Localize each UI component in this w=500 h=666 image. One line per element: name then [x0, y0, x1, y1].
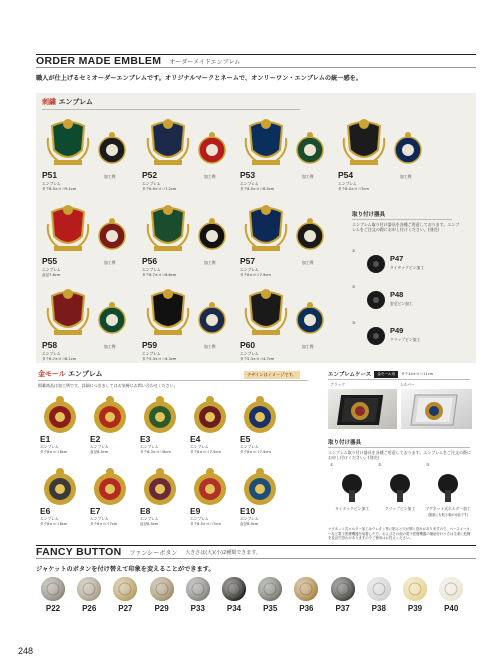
gold-kind: エンブレム — [240, 444, 259, 449]
emblem-kind: エンブレム — [42, 267, 61, 272]
embroidery-heading: 刺繍 エンブレム — [42, 98, 93, 106]
fancy-button-item — [400, 576, 430, 616]
case-black-label: ブラック — [330, 382, 346, 387]
gold-kind: エンブレム — [240, 516, 259, 521]
gold-note: 掲載商品は加工例です。詳細につきましてはお気軽にお問い合わせください。 — [38, 383, 178, 388]
mounting2-sub: (裏面にも貼る事が可能です) — [427, 513, 469, 517]
gold-emblem-item — [238, 396, 288, 466]
gold-code: E8 — [140, 506, 151, 516]
design-tag: デザインはイメージです。 — [244, 371, 300, 379]
button-image — [400, 576, 430, 602]
gold-kind: エンブレム — [190, 444, 209, 449]
emblem-size: 直径7.6cm — [42, 273, 61, 277]
emblem-image — [142, 204, 238, 256]
sample-label: 加工例 — [204, 260, 216, 265]
gold-emblem-image — [88, 396, 132, 434]
gold-emblem-item — [188, 468, 238, 538]
emblem-code: P57 — [240, 256, 256, 266]
gold-size: タテ8.3×ヨコ8cm — [140, 450, 171, 454]
heading-rule — [42, 109, 300, 110]
buttons-intro: ジャケットのボタンを付け替えて印象を変えることができます。 — [36, 566, 215, 573]
button-code: P22 — [45, 604, 61, 613]
mounting2-item — [328, 462, 376, 522]
gold-emblem-image — [238, 396, 282, 434]
emblem-size: タテ5.3×ヨコ4.7cm — [240, 357, 275, 361]
gold-size: 直径8.5cm — [140, 522, 159, 526]
mounting-label: 安全ピン加工 — [390, 301, 413, 306]
gold-emblem-image — [38, 468, 82, 506]
mounting-num: ② — [352, 284, 356, 289]
emblem-image — [240, 118, 336, 170]
emblem-code: P60 — [240, 340, 256, 350]
emblem-size: タテ8.7×ヨコ6.6cm — [142, 273, 177, 277]
button-image — [147, 576, 177, 602]
sample-label: 加工例 — [104, 174, 116, 179]
emblem-size: タテ5.3×ヨコ4.3cm — [142, 357, 177, 361]
button-code: P39 — [407, 604, 423, 613]
gold-kind: エンブレム — [40, 444, 59, 449]
mounting2-label: クリップピン加工 — [384, 506, 416, 511]
pin-icon — [364, 288, 388, 312]
case-photos — [328, 389, 472, 429]
emblem-kind: エンブレム — [142, 267, 161, 272]
gold-emblem-image — [188, 468, 232, 506]
gold-emblem-item — [138, 396, 188, 466]
case-silver-label: シルバー — [400, 382, 415, 387]
gold-size: 直径8.5cm — [240, 522, 259, 526]
gold-size: 直径8.5cm — [90, 450, 109, 454]
section-header-emblem — [36, 54, 476, 68]
button-code: P36 — [299, 604, 314, 613]
emblem-image — [42, 204, 138, 256]
mounting-code: P48 — [390, 290, 404, 299]
fancy-button-item — [74, 576, 104, 616]
fancy-button-item — [183, 576, 213, 616]
emblem-item — [338, 118, 434, 198]
fancy-button-item — [38, 576, 68, 616]
gold-size: タテ8×ヨコ7.5cm — [240, 450, 271, 454]
fancy-button-item — [291, 576, 321, 616]
mounting-title: 取り付け器具 — [352, 212, 386, 218]
mounting-note: エンブレム取り付け器具を各種ご用意しております。エンブレムをご注文の際にお申し付けください。(別売) — [352, 222, 460, 233]
mounting-item — [352, 320, 472, 352]
emblem-kind: エンブレム — [338, 181, 357, 186]
emblem-image — [142, 288, 238, 340]
mounting2-num: ① — [330, 462, 334, 467]
emblem-code: P56 — [142, 256, 158, 266]
intro-text: 職人が仕上げるセミオーダーエンブレムです。オリジナルマークとネームで、オンリーワン・エンブレムの統一感を。 — [36, 75, 363, 82]
mounting-code: P49 — [390, 326, 404, 335]
mounting2-rule — [328, 447, 470, 448]
gold-heading: 金モール エンブレム — [38, 370, 103, 378]
mounting-code: P47 — [390, 254, 404, 263]
emblem-image — [42, 118, 138, 170]
gold-kind: エンブレム — [140, 444, 159, 449]
mounting2-label: マグネット式ホルダー加工 — [425, 506, 471, 511]
button-image — [219, 576, 249, 602]
button-code: P26 — [82, 604, 97, 613]
pin-icon — [364, 252, 388, 276]
button-image — [291, 576, 321, 602]
gold-kind: エンブレム — [140, 516, 159, 521]
gold-emblem-item — [38, 396, 88, 466]
case-rule — [328, 379, 470, 380]
sample-label: 加工例 — [302, 260, 314, 265]
emblem-image — [240, 204, 336, 256]
emblem-size: タテ6.7×ヨコ8.1cm — [42, 357, 77, 361]
emblem-code: P55 — [42, 256, 58, 266]
gold-emblem-item — [188, 396, 238, 466]
gold-size: タテ8×ヨコ7.5cm — [190, 450, 221, 454]
emblem-code: P52 — [142, 170, 158, 180]
gold-size: タテ8×ヨコ8cm — [40, 522, 68, 526]
emblem-item — [42, 288, 138, 368]
gold-kind: エンブレム — [90, 444, 109, 449]
emblem-kind: エンブレム — [240, 267, 259, 272]
emblem-size: タテ8×ヨコ7.9cm — [240, 273, 271, 277]
emblem-image — [240, 288, 336, 340]
button-image — [436, 576, 466, 602]
gold-kind: エンブレム — [90, 516, 109, 521]
button-code: P40 — [444, 604, 459, 613]
gold-emblem-item — [88, 396, 138, 466]
fancy-button-item — [328, 576, 358, 616]
button-code: P33 — [190, 604, 205, 613]
mounting2-num: ③ — [426, 462, 430, 467]
gold-code: E3 — [140, 434, 151, 444]
emblem-kind: エンブレム — [42, 181, 61, 186]
emblem-kind: エンブレム — [240, 181, 259, 186]
emblem-item — [240, 118, 336, 198]
emblem-code: P54 — [338, 170, 354, 180]
gold-code: E7 — [90, 506, 101, 516]
fancy-button-item — [364, 576, 394, 616]
section-title-en: ORDER MADE EMBLEM — [36, 55, 162, 67]
emblem-code: P58 — [42, 340, 58, 350]
mounting-num: ③ — [352, 320, 356, 325]
emblem-item — [42, 118, 138, 198]
emblem-code: P53 — [240, 170, 256, 180]
mounting2-label: タイタックピン加工 — [334, 506, 370, 511]
page-number: 248 — [18, 646, 34, 656]
fancy-button-item — [147, 576, 177, 616]
gold-emblem-image — [88, 468, 132, 506]
sample-label: 加工例 — [104, 344, 116, 349]
button-code: P37 — [335, 604, 350, 613]
gold-emblem-item — [88, 468, 138, 538]
button-image — [255, 576, 285, 602]
holder-icon — [376, 468, 424, 504]
sample-label: 加工例 — [302, 174, 314, 179]
mounting-item — [352, 248, 472, 280]
gold-emblem-image — [138, 468, 182, 506]
gold-emblem-image — [238, 468, 282, 506]
buttons-title-jp: ファンシーボタン — [129, 549, 178, 557]
case-header: エンブレムケース 金モール用 タテ14×ヨコ11cm — [328, 371, 434, 378]
emblem-item — [142, 204, 238, 284]
gold-code: E5 — [240, 434, 251, 444]
mounting2-item — [424, 462, 472, 522]
fancy-button-item — [219, 576, 249, 616]
gold-code: E4 — [190, 434, 201, 444]
buttons-title-en: FANCY BUTTON — [36, 546, 122, 558]
sample-label: 加工例 — [204, 174, 216, 179]
button-code: P35 — [263, 604, 278, 613]
gold-kind: エンブレム — [40, 516, 59, 521]
emblem-kind: エンブレム — [142, 351, 161, 356]
gold-code: E2 — [90, 434, 101, 444]
emblem-item — [42, 204, 138, 284]
button-code: P27 — [118, 604, 133, 613]
emblem-image — [42, 288, 138, 340]
button-image — [38, 576, 68, 602]
button-image — [328, 576, 358, 602]
emblem-item — [142, 288, 238, 368]
section-title-jp: オーダーメイドエンブレム — [169, 58, 241, 66]
magnet-warning: マグネット式ホルダー加工はウレタン等に貼ると穴が開く恐れがありますので、ペースメーカーなど電子医療機器を装着した方、およびその他の電子医療機器の補助を行う方は生命に危険を及ぼす恐れがありますのでご使用はお控えください。 — [328, 527, 471, 541]
mounting-item — [352, 284, 472, 316]
emblem-size: タテ8.5×ヨコ8.5cm — [240, 187, 275, 191]
button-image — [74, 576, 104, 602]
emblem-kind: エンブレム — [142, 181, 161, 186]
gold-rule — [38, 380, 308, 381]
button-code: P38 — [371, 604, 386, 613]
gold-emblem-image — [138, 396, 182, 434]
gold-size: タテ8×ヨコ8cm — [40, 450, 68, 454]
mounting2-item — [376, 462, 424, 522]
gold-code: E6 — [40, 506, 51, 516]
emblem-kind: エンブレム — [42, 351, 61, 356]
emblem-item — [240, 204, 336, 284]
mounting2-num: ② — [378, 462, 382, 467]
button-image — [364, 576, 394, 602]
emblem-image — [338, 118, 434, 170]
mounting-rule — [352, 219, 452, 220]
gold-size: タテ8.5×ヨコ7cm — [190, 522, 221, 526]
sample-label: 加工例 — [400, 174, 412, 179]
gold-emblem-image — [38, 396, 82, 434]
gold-code: E10 — [240, 506, 256, 516]
emblem-size: タテ8.5×ヨコ9.1cm — [42, 187, 77, 191]
fancy-button-item — [436, 576, 466, 616]
gold-emblem-item — [38, 468, 88, 538]
section-header-buttons — [36, 545, 476, 559]
fancy-button-item — [110, 576, 140, 616]
button-code: P34 — [226, 604, 242, 613]
mounting2-note: エンブレム取り付け器具を各種ご用意しております。エンブレムをご注文の際にお申し付けください。(別売) — [328, 450, 472, 461]
emblem-code: P51 — [42, 170, 58, 180]
emblem-size: タテ8.9×ヨコ7.2cm — [142, 187, 177, 191]
gold-code: E1 — [40, 434, 51, 444]
fancy-button-item — [255, 576, 285, 616]
holder-icon — [328, 468, 376, 504]
emblem-image — [142, 118, 238, 170]
gold-code: E9 — [190, 506, 201, 516]
mounting-label: タイタックピン加工 — [390, 265, 425, 270]
mounting2-title: 取り付け器具 — [328, 440, 362, 446]
gold-emblem-item — [238, 468, 288, 538]
pin-icon — [364, 324, 388, 348]
mounting-num: ① — [352, 248, 356, 253]
emblem-code: P59 — [142, 340, 158, 350]
button-image — [183, 576, 213, 602]
gold-kind: エンブレム — [190, 516, 209, 521]
button-code: P29 — [154, 604, 169, 613]
emblem-kind: エンブレム — [240, 351, 259, 356]
buttons-title-note: 大きさは(大)(小)2種類できます。 — [185, 549, 261, 556]
sample-label: 加工例 — [204, 344, 216, 349]
emblem-item — [240, 288, 336, 368]
emblem-size: タテ8.0×ヨコ7cm — [338, 187, 369, 191]
holder-icon — [424, 468, 472, 504]
emblem-item — [142, 118, 238, 198]
mounting-label: クリップピン加工 — [390, 337, 421, 342]
gold-emblem-item — [138, 468, 188, 538]
sample-label: 加工例 — [104, 260, 116, 265]
button-image — [110, 576, 140, 602]
gold-size: タテ8×ヨコ7cm — [90, 522, 118, 526]
sample-label: 加工例 — [302, 344, 314, 349]
gold-emblem-image — [188, 396, 232, 434]
